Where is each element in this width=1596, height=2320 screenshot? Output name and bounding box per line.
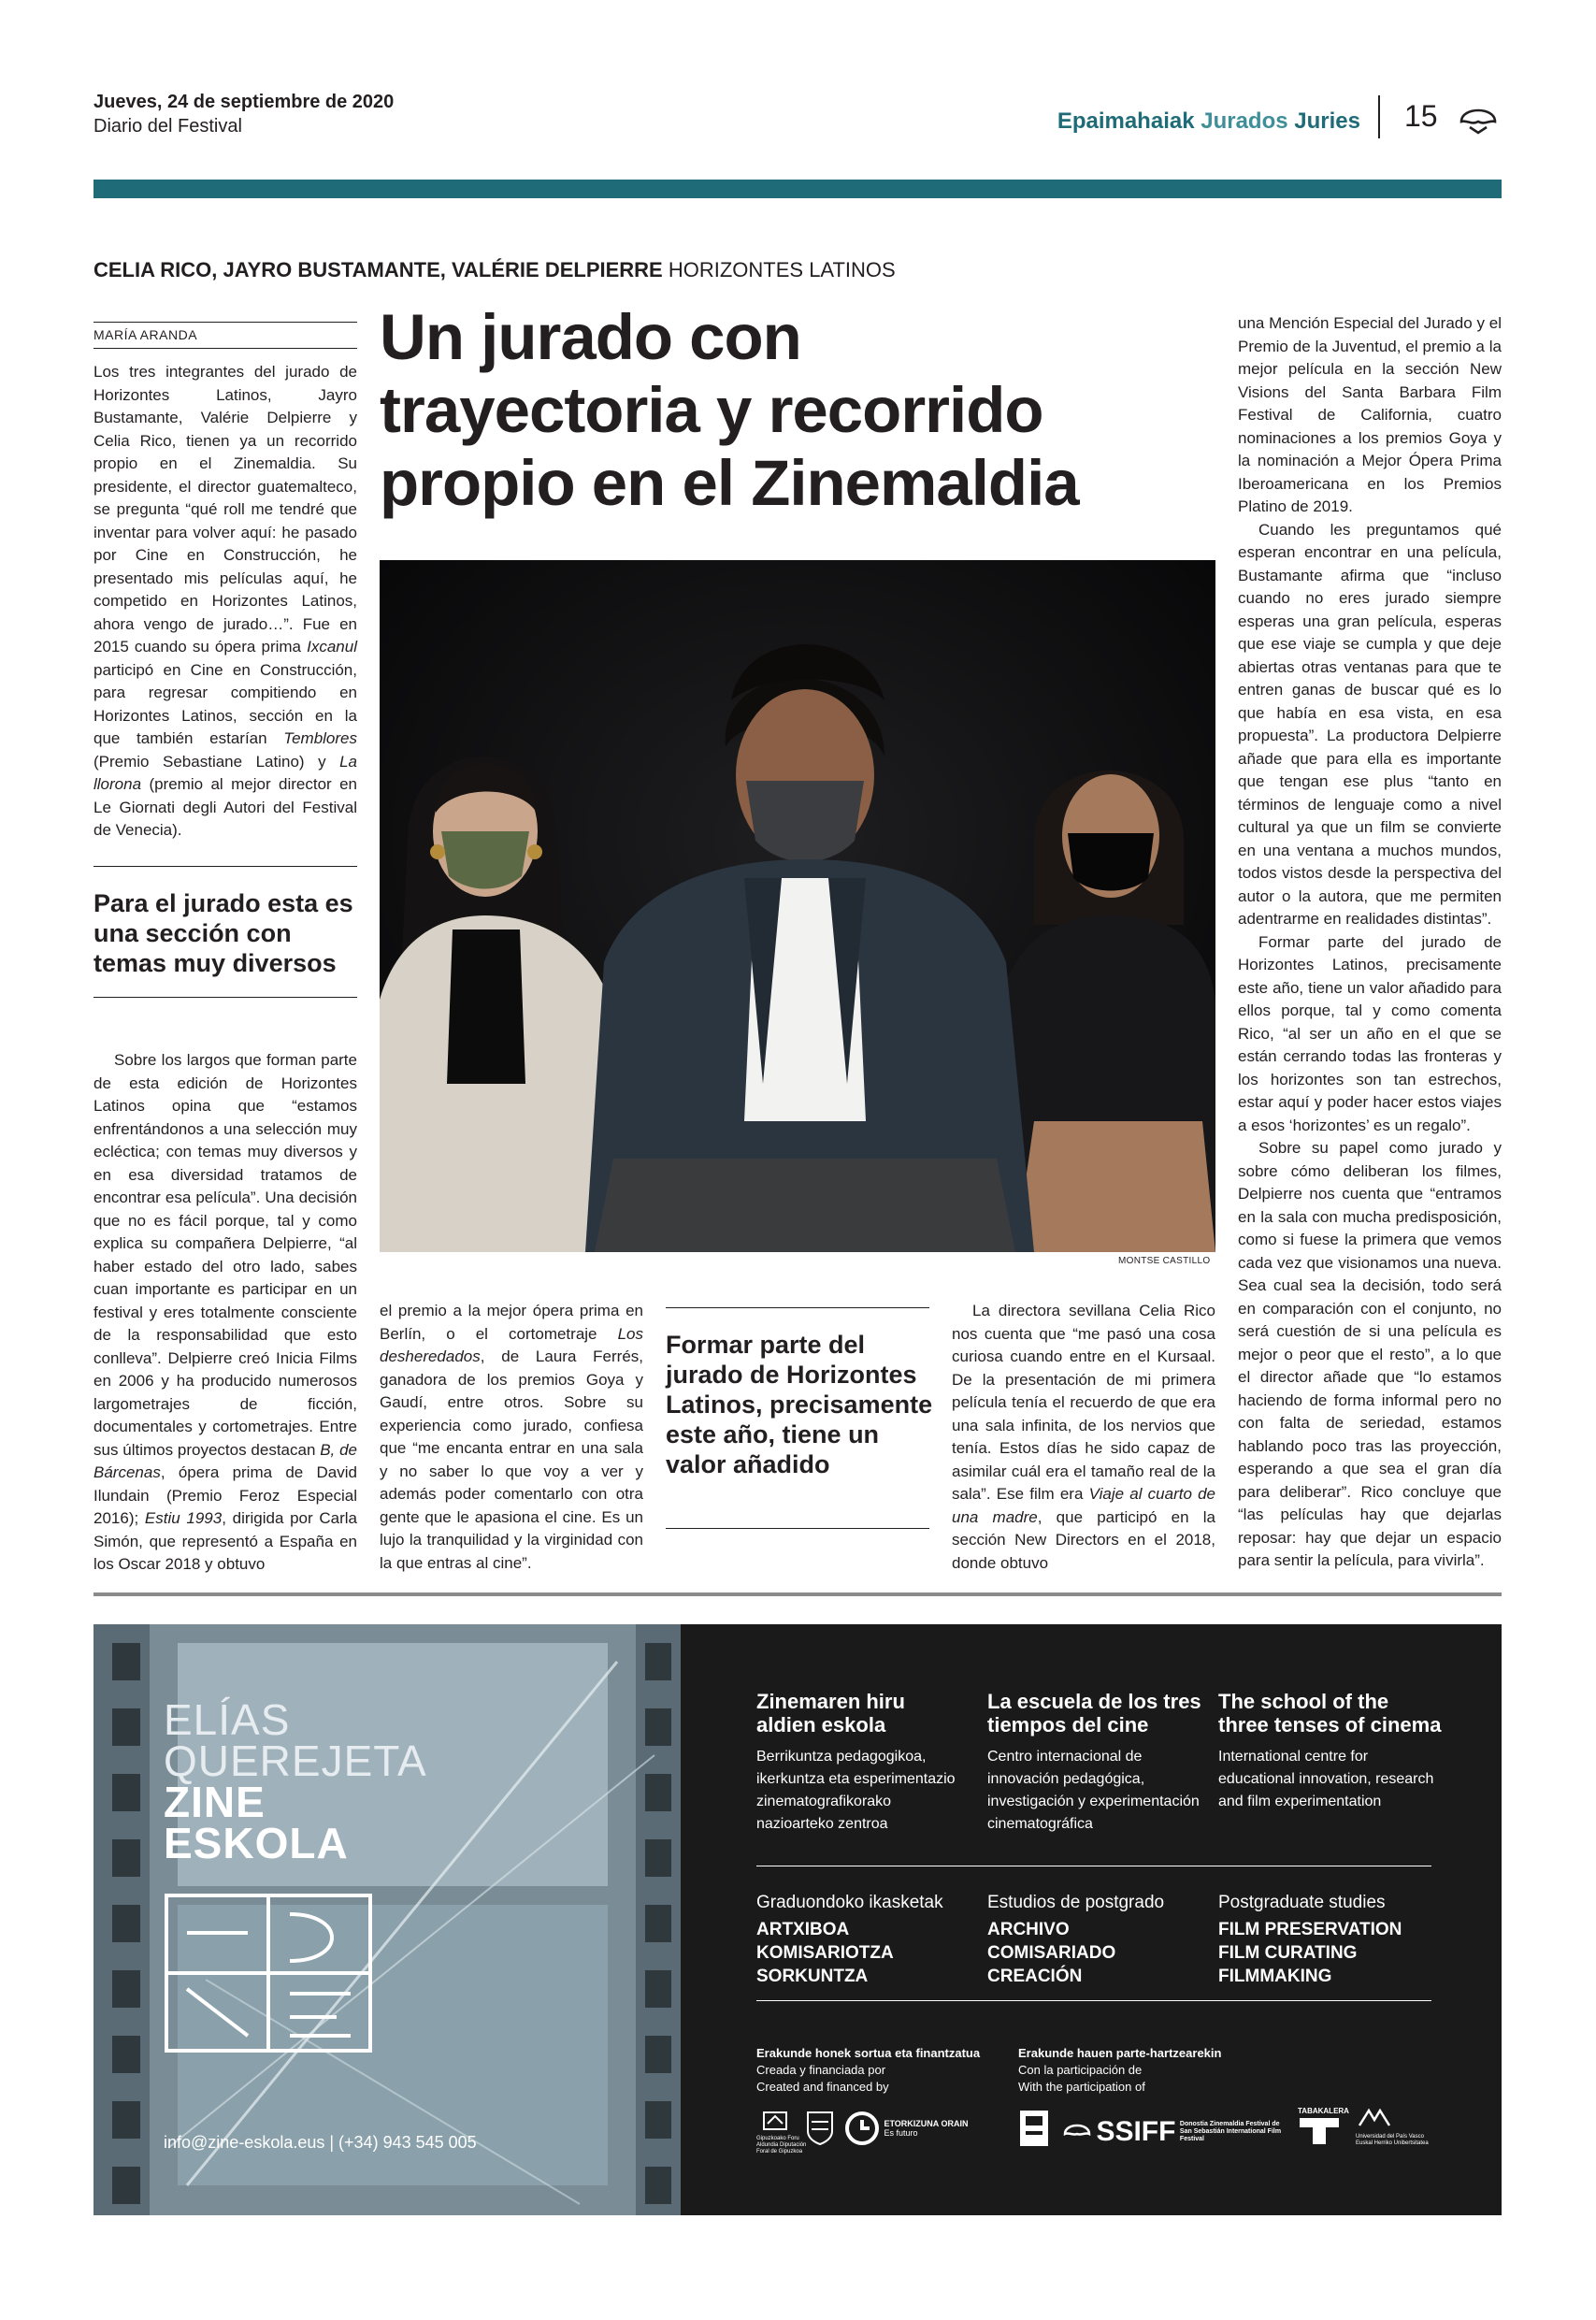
article-column-1-top [93, 361, 357, 843]
article-paragraph: Cuando les preguntamos qué esperan encontrar en una película, Bustamante afirma que “incluso cuando no eres jurado siempre esperas una gran película, esperas que ese viaje se cumpla y que deje abiertas otras ventanas para que te entren ganas de buscar qué es lo que había en esa vista, en esa propuesta”. La productora Delpierre añade que para ella es importante que tengan ese plus “tanto en términos de lenguaje como a nivel cultural ya que un film se convierte en una ventana a muchos mundos, todos vistos desde la perspectiva del autor o la autora, que me permiten adentrarme en realidades distintas”. [1238, 520, 1502, 928]
subhead-rule-top [93, 866, 357, 867]
ad-list-en: FILM PRESERVATION FILM CURATING FILMMAKING [1218, 1920, 1402, 1986]
ad-participation: Erakunde hauen parte-hartzearekin Con la participación de With the participation of [1018, 2046, 1222, 2094]
ad-list-eu: ARTXIBOA KOMISARIOTZA SORKUNTZA [756, 1920, 894, 1986]
ad-studies-es: Estudios de postgrado [987, 1893, 1165, 1912]
byline: MARÍA ARANDA [93, 327, 198, 342]
byline-rule [93, 322, 357, 323]
upv-ehu-logo: Universidad del País Vasco Euskal Herriko Unibertsitatea [1356, 2107, 1440, 2147]
section-label-en: Juries [1294, 108, 1360, 134]
article-paragraph: una Mención Especial del Jurado y el Premio de la Juventud, el premio a la mejor película en la sección New Visions del Santa Barbara Film Festival de California, cuatro nominaciones a los premios Goya y la nominación a Mejor Ópera Prima Iberoamericana en los Premios Platino de 2019. [1238, 314, 1502, 515]
article-column-3 [952, 1300, 1215, 1575]
ad-brand-name: ELÍAS QUEREJETA ZINE ESKOLA [164, 1695, 427, 1867]
kicker-section: HORIZONTES LATINOS [668, 258, 896, 281]
ad-list-es: ARCHIVO COMISARIADO CREACIÓN [987, 1920, 1116, 1986]
issue-date: Jueves, 24 de septiembre de 2020 [93, 92, 395, 112]
subhead-rule-bottom [666, 1528, 929, 1529]
subhead-1: Para el jurado esta es una sección con temas muy diversos [93, 889, 353, 977]
ad-studies-eu: Graduondoko ikasketak [756, 1893, 943, 1912]
ad-title-es: La escuela de los tres tiempos del cine [987, 1690, 1201, 1736]
article-column-2 [380, 1300, 643, 1575]
advertisement [93, 1624, 1502, 2215]
festival-shell-icon [1457, 99, 1500, 137]
headline [380, 301, 1202, 520]
headline-line: Un jurado con [380, 301, 801, 373]
film-library-logo [1018, 2109, 1050, 2153]
etorkizuna-orain-logo: ETORKIZUNA ORAIN Es futuro [844, 2111, 968, 2146]
section-label-eu: Epaimahaiak [1057, 108, 1195, 134]
photo-credit: MONTSE CASTILLO [1118, 1256, 1211, 1266]
article-paragraph: Formar parte del jurado de Horizontes Latinos, precisamente este año, tiene un valor añadido para ellos porque, tal y como comenta Rico, “al ser un año en el que se están cerrando todas las fronteras y los horizontes son tan estrechos, estar aquí y poder hacer estos viajes a esos ‘horizontes’ es un regalo”. [1238, 932, 1502, 1134]
ad-studies-en: Postgraduate studies [1218, 1893, 1386, 1912]
ad-contact: info@zine-eskola.eus | (+34) 943 545 005 [164, 2133, 477, 2152]
article-paragraph: Sobre su papel como jurado y sobre cómo deliberan los filmes, Delpierre nos cuenta que “entramos en la sala con mucha predisposición, como si fuese la primera que vemos cada vez que visionamos una nueva. Sea cual sea la decisión, todo será en comparación con el conjunto, no será cuestión de si una película es mejor o peor que el resto”, a lo que el director añade que “lo estamos haciendo de forma informal pero no con falta de seriedad, estamos hablando poco tras las proyección, esperando a que sea el gran día para deliberar”. Rico concluye que “las películas hay que dejarlas reposar: hay que dejar un espacio para sentir la película, para vivirla”. [1238, 1139, 1502, 1569]
section-label-es: Jurados [1201, 108, 1288, 134]
article-column-4 [1238, 312, 1502, 1573]
article-paragraph: el premio a la mejor ópera prima en Berlín, o el cortometraje Los desheredados, de Laura Ferrés, ganadora de los premios Goya y Gaudí, entre otros. Sobre su experiencia como jurado, confiesa que “me encanta entrar en una sala y no saber lo que voy a ver y además poder comentarlo con otra gente que le apasiona el cine. Es un lujo la tranquilidad y la virginidad con la que entras al cine”. [380, 1302, 643, 1572]
jury-photo [380, 560, 1215, 1252]
section-label [1057, 108, 1360, 135]
advert-separator [93, 1592, 1502, 1596]
header-divider [1378, 95, 1380, 138]
coat-of-arms-icon [804, 2111, 841, 2148]
ad-title-eu: Zinemaren hiru aldien eskola [756, 1690, 905, 1736]
page-number: 15 [1404, 99, 1438, 133]
subhead-rule-bottom [93, 997, 357, 998]
header-teal-bar [93, 180, 1502, 198]
ad-rule [756, 2000, 1431, 2001]
article-paragraph: La directora sevillana Celia Rico nos cuenta que “me pasó una cosa curiosa cuando entre en el Kursaal. De la presentación de mi primera película tenía el recuerdo de que era una sala infinita, de los nervios que tenía. Estos días he sido capaz de asimilar cuál era el tamaño real de la sala”. Ese film era Viaje al cuarto de una madre, que participó en la sección New Directors en el 2018, donde obtuvo [952, 1302, 1215, 1572]
jury-photo-illustration [380, 560, 1215, 1252]
article-paragraph: Sobre los largos que forman parte de esta edición de Horizontes Latinos opina que “estamos enfrentándonos a una selección muy ecléctica; con temas muy diversos y en esa diversidad tratamos de encontrar esa película”. Una decisión que no es fácil porque, tal y como explica su compañera Delpierre, “al haber estado del otro lado, sabes cuan importante es participar en un festival y eres totalmente consciente de la responsabilidad que esto conlleva”. Delpierre creó Inicia Films en 2006 y ha producido numerosos largometrajes de ficción, documentales y cortometrajes. Entre sus últimos proyectos destacan B, de Bárcenas, ópera prima de David Ilundain (Premio Feroz Especial 2016); Estiu 1993, dirigida por Carla Simón, que representó a España en los Oscar 2018 y obtuvo [93, 1051, 357, 1573]
subhead-rule-top [666, 1307, 929, 1308]
kicker-names: CELIA RICO, JAYRO BUSTAMANTE, VALÉRIE DELPIERRE [93, 258, 663, 281]
article-kicker [93, 258, 896, 282]
subhead-2: Formar parte del jurado de Horizontes Latinos, precisamente este año, tiene un valor añadido [666, 1331, 933, 1478]
ad-text-eu: Berrikuntza pedagogikoa, ikerkuntza eta esperimentazio zinematografikorako nazioarteko zentroa [756, 1749, 956, 1832]
headline-line: propio en el Zinemaldia [380, 447, 1079, 519]
headline-line: trayectoria y recorrido [380, 374, 1043, 446]
byline-rule-bottom [93, 348, 357, 349]
article-paragraph: Los tres integrantes del jurado de Horizontes Latinos, Jayro Bustamante, Valérie Delpierre y Celia Rico, tienen ya un recorrido propio en el Zinemaldia. Su presidente, el director guatemalteco, se pregunta “qué roll me tendré que inventar para volver aquí: he pasado por Cine en Construcción, he presentado mis películas aquí, he competido en Horizontes Latinos, ahora vengo de jurado…”. Fue en 2015 cuando su ópera prima Ixcanul participó en Cine en Construcción, para regresar compitiendo en Horizontes Latinos, sección en la que también estarían Temblores (Premio Sebastiane Latino) y La llorona (premio al mejor director en Le Giornati degli Autori del Festival de Venecia). [93, 363, 357, 839]
article-column-1-bottom [93, 1049, 357, 1577]
gipuzkoa-logo: Gipuzkoako Foru Aldundia Diputación Foral de Gipuzkoa [756, 2111, 794, 2148]
tabakalera-logo: TABAKALERA [1298, 2107, 1349, 2149]
ad-text-es: Centro internacional de innovación pedagógica, investigación y experimentación cinematográfica [987, 1749, 1200, 1832]
ad-created-by: Erakunde honek sortua eta finantzatua Creada y financiada por Created and financed by [756, 2046, 981, 2094]
ad-title-en: The school of the three tenses of cinema [1218, 1690, 1442, 1736]
newspaper-name: Diario del Festival [93, 116, 242, 137]
ad-text-en: International centre for educational innovation, research and film experimentation [1218, 1749, 1434, 1809]
ssiff-logo: SSIFF Donostia Zinemaldia Festival de San Sebastián International Film Festival [1062, 2116, 1283, 2148]
